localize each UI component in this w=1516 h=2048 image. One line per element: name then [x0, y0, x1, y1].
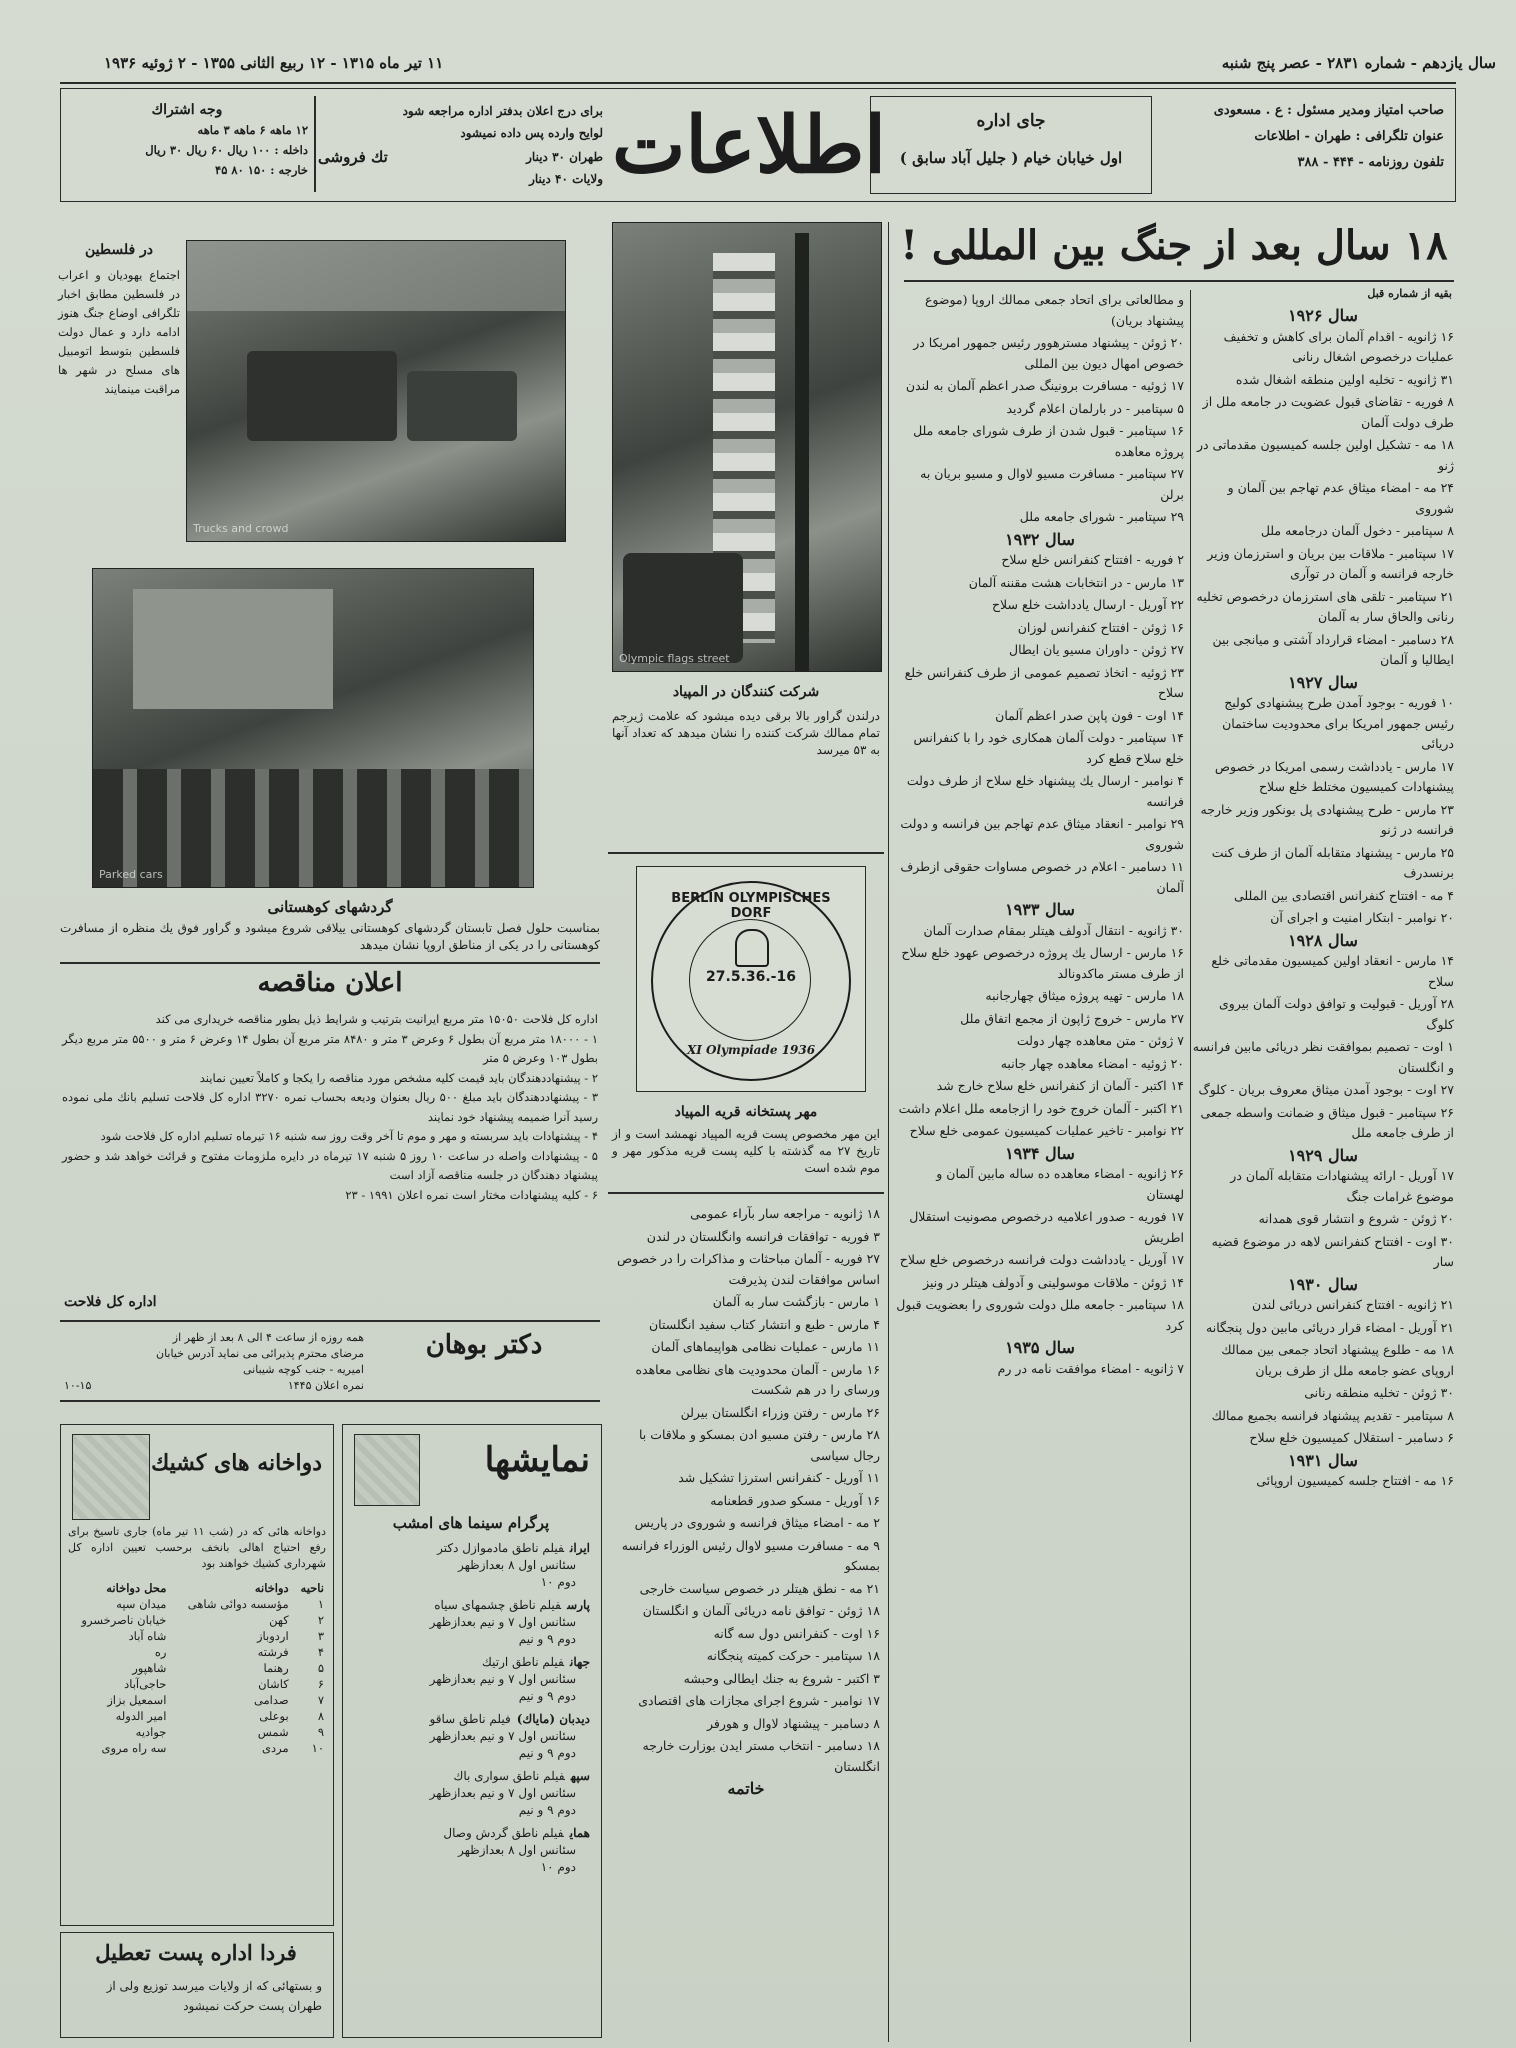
cinema-list: [352, 1540, 590, 1882]
timeline-entry: ۴ نوامبر - ارسال یك پیشنهاد خلع سلاح از طرف دولت فرانسه: [906, 773, 1184, 809]
theatre-film: فیلم ناطق ساقو: [429, 1712, 511, 1726]
theatre-name: ایران: [570, 1541, 590, 1555]
parked-cars-photo: [92, 568, 534, 888]
tender-line: ۶ - کلیه پیشنهادات مختار است نمره اعلان ۱۹۹۱ - ۲۳: [345, 1187, 598, 1202]
timeline-entry: ۲۰ نوامبر - ابتکار امنیت و اجرای آن: [1270, 910, 1454, 925]
table-cell: شمس: [257, 1725, 289, 1739]
timeline-entry: ۳۰ ژانویه - انتقال آدولف هیتلر بمقام صدارت آلمان: [923, 922, 1184, 938]
stamp-date: 27.5.36.-16: [706, 969, 796, 985]
theatre-film: فیلم ناطق چشمهای سیاه: [434, 1598, 562, 1612]
theatre-film: فیلم ناطق مادموازل دکتر: [437, 1541, 565, 1555]
subscription-head: ۱۲ ماهه ۶ ماهه ۳ ماهه: [197, 123, 308, 137]
timeline-entry: ۱۸ مارس - تهیه پروژه میثاق چهارجانبه: [985, 988, 1184, 1003]
timeline-entry: ۲۳ ژوئیه - اتخاذ تصمیم عمومی از طرف کنفرانس خلع سلاح: [904, 664, 1184, 700]
timeline-entry: ۲۹ نوامبر - انعقاد میثاق عدم تهاجم بین فرانسه و دولت شوروی: [900, 816, 1184, 852]
tender-line: ۱ - ۱۸۰۰۰ متر مربع آن بطول ۶ وعرض ۳ متر و ۸۴۸۰ متر مربع آن بطول ۱۴ وعرض ۶ متر و ۵۵۰۰ متر مربع دیگر بطول ۱۰۳ وعرض ۵ متر: [62, 1031, 598, 1065]
pharmacy-col-pharmacy: دواخانه: [254, 1581, 289, 1595]
showtime: دوم ۹ و نیم: [518, 1746, 576, 1760]
timeline-entry: ۲۰ ژوئن - شروع و انتشار قوی همدانه: [1258, 1211, 1454, 1226]
showtime: دوم ۹ و نیم: [518, 1632, 576, 1646]
timeline-entry: ۶ دسامبر - استقلال کمیسیون خلع سلاح: [1249, 1430, 1454, 1445]
doctor-name: دکتر بوهان: [425, 1330, 543, 1360]
timeline-entry: ۲۳ مارس - طرح پیشنهادی پل بونکور وزیر خارجه فرانسه در ژنو: [1200, 801, 1454, 837]
timeline-entry: ۲۶ مارس - رفتن وزراء انگلستان بیرلن: [680, 1404, 880, 1420]
table-cell: کاشان: [258, 1677, 289, 1691]
year-heading: سال ۱۹۳۵: [1005, 1338, 1075, 1357]
showtime: دوم ۹ و نیم: [518, 1689, 576, 1703]
timeline-entry: ۱۸ ژوئن - توافق نامه دریائی آلمان و انگلستان: [642, 1603, 880, 1618]
post-notice-text: و بستهائی که از ولایات میرسد توزیع ولی از طهران پست حرکت نمیشود: [106, 1979, 322, 2013]
timeline-entry: ۱۴ مارس - انعقاد اولین کمیسیون مقدماتی خلع سلاح: [1211, 953, 1454, 989]
ad-info: [318, 100, 603, 190]
year-heading: سال ۱۹۳۳: [1005, 900, 1075, 919]
main-headline: ۱۸ سال بعد از جنگ بین المللی !: [900, 222, 1448, 269]
pharmacy-intro: دواخانه هائی که در (شب ۱۱ تیر ماه) جاری تاسیخ برای رفع احتیاج اهالی بانخف برحسب تعیین اداره کل شهرداری کشیك خواهند بود: [68, 1525, 326, 1570]
showtime: سئانس اول ۸ بعدازظهر: [458, 1558, 576, 1572]
timeline-entry: ۳۱ ژانویه - تخلیه اولین منطقه اشغال شده: [1235, 371, 1454, 387]
timeline-entry: ۱۱ مارس - عملیات نظامی هواپیماهای آلمان: [651, 1339, 880, 1354]
stamp-frame: [636, 866, 866, 1092]
timeline-entry: ۲۴ مه - امضاء میثاق عدم تهاجم بین آلمان و شوروی: [1227, 480, 1454, 516]
timeline-entry: ۲۸ دسامبر - امضاء قرارداد آشتی و میانجی بین ایطالیا و آلمان: [1212, 631, 1454, 667]
top-rule: [60, 82, 1456, 84]
timeline-entry: ۱۴ سپتامبر - دولت آلمان همکاری خود را با کنفرانس خلع سلاح قطع کرد: [913, 730, 1184, 766]
table-cell: ۵: [317, 1661, 324, 1675]
table-row: [66, 1692, 328, 1708]
timeline-entry: ۵ سپتامبر - در بارلمان اعلام گردید: [1006, 400, 1184, 416]
mountain-text: بمناسبت حلول فصل تابستان گردشهای کوهستانی ییلاقی شروع میشود و گراور فوق یك منظره از مسافرت کوهستانی را در یکی از مناطق اروپا نشان میدهد: [60, 921, 600, 952]
table-row: [66, 1708, 328, 1724]
timeline-entry: ۲۸ مارس - رفتن مسیو ادن بمسکو و ملاقات با رجال سیاسی: [638, 1427, 880, 1463]
timeline-entry: ۱۶ مه - افتتاح جلسه کمیسیون اروپائی: [1256, 1473, 1454, 1488]
year-heading: سال ۱۹۲۸: [1288, 930, 1358, 950]
tender-line: ۲ - پیشنهاددهندگان باید قیمت کلیه مشخص مورد مناقصه را یکجا و کاملاً تعیین نمایند: [199, 1070, 598, 1085]
olympic-stamp: [651, 881, 851, 1081]
olympic-caption-title: شرکت کنندگان در المپیاد: [672, 684, 820, 700]
timeline-entry: ۱۷ آوریل - یادداشت دولت فرانسه درخصوص خلع سلاح: [899, 1252, 1184, 1267]
table-row: [66, 1596, 328, 1612]
article-end: خاتمه: [727, 1779, 765, 1798]
doctor-ad-number-2: ۱۰-۱۵: [64, 1379, 92, 1392]
telegraph-line: عنوان تلگرافی : طهران - اطلاعات: [1254, 129, 1444, 144]
showtime: سئانس اول ۷ و نیم بعدازظهر: [429, 1786, 576, 1800]
photo-label-cars: Parked cars: [99, 868, 163, 881]
timeline-entry: ۲۲ آوریل - ارسال یادداشت خلع سلاح: [991, 597, 1184, 612]
year-heading: سال ۱۹۳۰: [1288, 1274, 1358, 1294]
table-cell: رهنما: [263, 1661, 289, 1675]
cinema-entry: [352, 1540, 590, 1591]
stamp-caption-title: مهر پستخانه قریه المپیاد: [674, 1104, 818, 1120]
subscription-box: [66, 100, 308, 180]
column-rule-1: [1190, 290, 1191, 2042]
timeline-entry: ۱۸ سپتامبر - حرکت کمیته پنجگانه: [706, 1648, 880, 1663]
table-cell: ۷: [317, 1693, 324, 1707]
pharmacy-header-row: [66, 1580, 328, 1596]
table-cell: سه راه مروی: [101, 1741, 167, 1755]
table-cell: اسمعیل بزاز: [107, 1693, 167, 1707]
timeline-entry: ۲۱ ژانویه - افتتاح کنفرانس دریائی لندن: [1252, 1297, 1454, 1312]
cinema-theatre: [352, 1597, 590, 1614]
phones-line: تلفون روزنامه - ۴۴۴ - ۳۸۸: [1297, 155, 1444, 170]
timeline-entry: ۱۸ سپتامبر - جامعه ملل دولت شوروی را بعضویت قبول کرد: [896, 1297, 1184, 1333]
timeline-entry: ۱۷ فوریه - صدور اعلامیه درخصوص مصونیت استقلال اطریش: [909, 1209, 1184, 1245]
timeline-entry: ۱۶ ژوئن - افتتاح کنفرانس لوزان: [1017, 619, 1184, 635]
office-address: اول خیابان خیام ( جلیل آباد سابق ): [899, 149, 1123, 167]
timeline-entry: ۲۶ ژانویه - امضاء معاهده ده ساله مابین آلمان و لهستان: [936, 1166, 1184, 1202]
timeline-entry: ۲۶ سپتامبر - قبول میثاق و ضمانت واسطه جمعی از طرف جامعه ملل: [1200, 1104, 1454, 1140]
table-cell: اردوباز: [257, 1629, 289, 1643]
timeline-entry: ۲۱ آوریل - امضاء قرار دریائی مابین دول پنجگانه: [1206, 1319, 1454, 1335]
timeline-entry: ۱۸ مه - طلوع پیشنهاد اتحاد جمعی بین ممالك اروپای عضو جامعه ملل از طرف بریان: [1221, 1342, 1454, 1378]
mountain-rule: [60, 962, 600, 964]
pharmacy-table: [66, 1580, 328, 1756]
cinema-theatre: [352, 1540, 590, 1557]
table-cell: ره: [154, 1645, 167, 1659]
timeline-entry: ۲۷ مارس - خروج ژاپون از مجمع اتفاق ملل: [960, 1010, 1184, 1026]
timeline-entry: ۲۰ ژوئن - پیشنهاد مسترهوور رئیس جمهور امریکا در خصوص امهال دیون بین المللی: [913, 335, 1184, 371]
timeline-entry: ۸ سپتامبر - تقدیم پیشنهاد فرانسه بجمیع ممالك: [1211, 1407, 1454, 1423]
theatre-film: فیلم ناطق گردش وصال: [443, 1826, 564, 1840]
column-rule-2: [888, 222, 889, 2042]
timeline-entry: ۲۱ اکتبر - آلمان خروج خود را ازجامعه ملل اعلام داشت: [898, 1100, 1184, 1116]
subscription-title: وجه اشتراك: [151, 102, 223, 118]
timeline-entry: ۱۶ آوریل - مسکو صدور قطعنامه: [710, 1492, 880, 1508]
pharmacy-title: دواخانه های کشیك: [151, 1450, 322, 1476]
table-cell: میدان سپه: [116, 1597, 167, 1611]
year-heading: سال ۱۹۲۶: [1288, 306, 1358, 325]
timeline-entry: ۱۷ سپتامبر - ملاقات بین بریان و استرزمان وزیر خارجه فرانسه و آلمان در توآری: [1207, 545, 1454, 581]
table-cell: بوعلی: [259, 1709, 289, 1723]
owner-line: صاحب امتیاز ومدیر مسئول : ع . مسعودی: [1213, 103, 1444, 118]
timeline-entry: ۷ ژوئن - متن معاهده چهار دولت: [1016, 1033, 1184, 1048]
table-cell: ۲: [317, 1613, 324, 1627]
showtime: دوم ۱۰: [540, 1575, 576, 1589]
pharmacy-col-location: محل دواخانه: [106, 1581, 167, 1595]
table-cell: ۶: [317, 1677, 324, 1691]
single-sale: تك فروشی: [318, 148, 388, 166]
timeline-entry: ۱۳ مارس - در انتخابات هشت مقننه آلمان: [968, 574, 1184, 590]
timeline-entry: ۲۸ آوریل - قبولیت و توافق دولت آلمان بیروی کلوگ: [1219, 996, 1454, 1032]
tender-body: [62, 1010, 598, 1205]
timeline-entry: ۱۰ فوریه - بوجود آمدن طرح پیشنهادی کولیج رئیس جمهور امریکا برای محدودیت ساختمان دریائی: [1222, 695, 1454, 751]
ad-note-2: لوایح وارده پس داده نمیشود: [460, 126, 603, 140]
bell-icon: [735, 929, 769, 967]
table-cell: ۱۰: [311, 1741, 324, 1755]
year-heading: سال ۱۹۲۹: [1288, 1145, 1358, 1165]
mountain-title: گردشهای کوهستانی: [267, 898, 393, 916]
photo-label-olympic: Olympic flags street: [619, 652, 730, 665]
timeline-entry: ۲ مه - امضاء میثاق فرانسه و شوروی در پاریس: [634, 1515, 880, 1530]
showtime: سئانس اول ۷ و نیم بعدازظهر: [429, 1615, 576, 1629]
cinema-entry: [352, 1711, 590, 1762]
timeline-entry: ۳۰ اوت - افتتاح کنفرانس لاهه در موضوع قضیه سار: [1211, 1233, 1454, 1269]
table-row: [66, 1644, 328, 1660]
timeline-entry: ۱۶ سپتامبر - قبول شدن از طرف شورای جامعه ملل پروژه معاهده: [913, 423, 1184, 459]
tender-line: ۳ - پیشنهاددهندگان باید مبلغ ۵۰۰ ریال بعنوان ودیعه بحساب نمره ۳۲۷۰ اداره کل فلاحت تسلیم بانك ملی نموده رسید آنرا ضمیمه پیشنهاد خود نمایند: [62, 1090, 599, 1124]
timeline-entry: ۸ سپتامبر - دخول آلمان درجامعه ملل: [1260, 523, 1454, 538]
table-row: [66, 1612, 328, 1628]
timeline-entry: ۱۷ مارس - یادداشت رسمی امریکا در خصوص پیشنهادات کمیسیون مختلط خلع سلاح: [1214, 758, 1454, 794]
timeline-entry: ۲۷ اوت - بوجود آمدن میثاق معروف بریان - کلوگ: [1198, 1082, 1454, 1097]
timeline-entry: ۲۰ ژوئیه - امضاء معاهده چهار جانبه: [1000, 1055, 1184, 1071]
cinema-theatre: [352, 1654, 590, 1671]
olympic-caption: درلندن گراور بالا برقی دیده میشود که علامت ژیرجم تمام ممالك شرکت کننده را نشان میدهد که تعداد آنها به ۵۳ میرسد: [612, 709, 880, 757]
table-cell: جوادیه: [135, 1725, 167, 1739]
timeline-entry: ۱۶ اوت - کنفرانس دول سه گانه: [713, 1625, 880, 1641]
theatre-film: فیلم ناطق ارتیك: [482, 1655, 565, 1669]
timeline-entry: ۱۷ آوریل - ارائه پیشنهادات متقابله آلمان در موضوع غرامات جنگ: [1230, 1168, 1454, 1204]
timeline-entry: ۳ اکتبر - شروع به جنك ایطالی وحبشه: [683, 1670, 880, 1686]
palestine-title: در فلسطین: [84, 242, 154, 258]
price-provinces: ولایات ۴۰ دینار: [529, 172, 603, 186]
theatre-name: دیدبان (مایاك): [516, 1712, 590, 1726]
timeline-entry: ۱۶ مارس - آلمان محدودیت های نظامی معاهده ورسای را در هم شکست: [635, 1361, 880, 1397]
table-cell: مردی: [262, 1741, 289, 1755]
stamp-caption: این مهر مخصوص پست قریه المپیاد نهمشد است و از تاریخ ۲۷ مه گذشته با کلیه پست قریه مذکور مهر و موم شده است: [612, 1127, 880, 1175]
olympic-flags-photo: [612, 222, 882, 672]
projector-icon: [354, 1434, 420, 1506]
showtime: سئانس اول ۷ و نیم بعدازظهر: [429, 1672, 576, 1686]
timeline-entry: و مطالعاتی برای اتحاد جمعی ممالك اروپا (موضوع پیشنهاد بریان): [924, 292, 1184, 328]
price-tehran: طهران ۳۰ دینار: [526, 150, 603, 164]
palestine-text: اجتماع یهودیان و اعراب در فلسطین مطابق اخبار تلگرافی اوضاع جنگ هنوز ادامه دارد و عمال دولت فلسطین بتوسط اتومبیل های مسلح در شهر ها مراقبت مینمایند: [58, 268, 180, 396]
timeline-entry: ۲۲ نوامبر - تاخیر عملیات کمیسیون عمومی خلع سلاح: [909, 1123, 1184, 1138]
timeline-entry: ۳ فوریه - توافقات فرانسه وانگلستان در لندن: [646, 1228, 880, 1244]
timeline-entry: ۱۴ اوت - فون پاپن صدر اعظم آلمان: [995, 707, 1184, 723]
timeline-entry: ۱۶ ژانویه - اقدام آلمان برای کاهش و تخفیف عملیات درخصوص اشغال رنانی: [1223, 328, 1454, 364]
timeline-entry: ۷ ژانویه - امضاء موافقت نامه در رم: [997, 1360, 1184, 1376]
ad-note-1: برای درج اعلان بدفتر اداره مراجعه شود: [402, 104, 603, 118]
post-notice-title: فردا اداره پست تعطیل: [95, 1940, 297, 1965]
timeline-entry: ۲۹ سپتامبر - شورای جامعه ملل: [1019, 509, 1184, 524]
tender-line: ۵ - پیشنهادات واصله در ساعت ۱۰ روز ۵ شنبه ۱۷ تیرماه در دایره ملزومات مفتوح و قرائت خواهد شد و حضور پیشنهاد دهندگان در جلسه مناقصه آزاد است: [62, 1148, 598, 1182]
article-column-middle: [896, 290, 1184, 2042]
year-heading: سال ۱۹۳۱: [1288, 1450, 1358, 1470]
table-cell: ۸: [317, 1709, 324, 1723]
olympic-rule: [608, 852, 884, 854]
tender-line: ۴ - پیشنهادات باید سربسته و مهر و موم تا آخر وقت روز سه شنبه ۱۶ تیرماه تسلیم اداره کل فلاحت شود: [100, 1129, 598, 1143]
timeline-entry: ۱۴ ژوئن - ملاقات موسولینی و آدولف هیتلر در ونیز: [923, 1274, 1184, 1290]
timeline-entry: ۱۶ مارس - ارسال یك پروژه درخصوص عهود خلع سلاح از طرف مستر ماکدونالد: [901, 945, 1184, 981]
issue-line: سال یازدهم - شماره ۲۸۳۱ - عصر پنج شنبه: [1221, 54, 1496, 72]
table-row: [66, 1660, 328, 1676]
pharmacy-col-district: ناحیه: [300, 1581, 324, 1595]
timeline-entry: ۱۴ اکتبر - آلمان از کنفرانس خلع سلاح خارج شد: [936, 1078, 1184, 1093]
cinema-entry: [352, 1597, 590, 1648]
subscription-domestic: داخله : ۱۰۰ ریال ۶۰ ریال ۳۰ ریال: [145, 143, 308, 157]
table-cell: حاجی‌آباد: [124, 1677, 167, 1691]
article-column-right: [1192, 306, 1454, 2042]
table-cell: کهن: [269, 1613, 289, 1627]
timeline-entry: ۲۷ سپتامبر - مسافرت مسیو لاوال و مسیو بریان به برلن: [920, 466, 1184, 502]
table-cell: شاه آباد: [128, 1629, 167, 1643]
showtime: دوم ۱۰: [540, 1860, 576, 1874]
table-cell: فرشته: [257, 1645, 289, 1659]
table-cell: ۹: [317, 1725, 324, 1739]
doctor-text: همه روزه از ساعت ۴ الی ۸ بعد از ظهر از مرضای محترم پذیرائی می نماید آدرس خیابان امیریه - جنب کوچه شیبانی: [155, 1331, 364, 1376]
timeline-entry: ۸ دسامبر - پیشنهاد لاوال و هورفر: [706, 1715, 880, 1731]
timeline-entry: ۱۸ مه - تشکیل اولین جلسه کمیسیون مقدماتی در ژنو: [1196, 437, 1454, 473]
year-heading: سال ۱۹۳۲: [1005, 529, 1075, 549]
tender-signature: اداره کل فلاحت: [64, 1294, 157, 1310]
stamp-rule: [608, 1192, 884, 1194]
showtime: سئانس اول ۷ و نیم بعدازظهر: [429, 1729, 576, 1743]
cinema-theatre: [352, 1711, 590, 1728]
cinema-entry: [352, 1768, 590, 1819]
timeline-entry: ۲۱ مه - نطق هیتلر در خصوص سیاست خارجی: [639, 1580, 880, 1596]
headline-rule: [904, 280, 1454, 282]
theatre-film: فیلم ناطق سواری باك: [453, 1769, 565, 1783]
cinema-program-title: پرگرام سینما های امشب: [392, 1514, 550, 1532]
table-row: [66, 1628, 328, 1644]
timeline-entry: ۱۸ ژانویه - مراجعه سار بآراء عمومی: [690, 1206, 880, 1221]
doctor-rule: [60, 1400, 600, 1402]
masthead-info: [1144, 98, 1444, 176]
date-line: ۱۱ تیر ماه ۱۳۱۵ - ۱۲ ربیع الثانی ۱۳۵۵ - ۲ ژوئیه ۱۹۳۶: [104, 54, 444, 72]
timeline-entry: ۲۵ مارس - پیشنهاد متقابله آلمان از طرف کنت برنسدرف: [1211, 844, 1454, 880]
masthead-title: اطلاعات: [612, 100, 887, 191]
timeline-entry: ۱۱ دسامبر - اعلام در خصوص مساوات حقوقی ازطرف آلمان: [900, 859, 1184, 895]
year-heading: سال ۱۹۳۴: [1005, 1143, 1075, 1163]
stamp-bottom-text: XI Olympiade 1936: [686, 1043, 816, 1057]
showtime: سئانس اول ۸ بعدازظهر: [458, 1843, 576, 1857]
timeline-entry: ۲ فوریه - افتتاح کنفرانس خلع سلاح: [1001, 552, 1184, 567]
timeline-entry: ۳۰ ژوئن - تخلیه منطقه رنانی: [1304, 1385, 1454, 1400]
theatre-name: پارس: [567, 1598, 590, 1612]
table-cell: مؤسسه دوائی شاهی: [187, 1597, 289, 1611]
timeline-entry: ۲۷ ژوئن - داوران مسیو یان ایطال: [1009, 642, 1184, 657]
cinema-entry: [352, 1825, 590, 1876]
timeline-entry: ۱۷ ژوئیه - مسافرت برونینگ صدر اعظم آلمان به لندن: [905, 378, 1184, 393]
masthead-divider: [314, 96, 316, 192]
table-cell: ۳: [317, 1629, 324, 1643]
article-column-left: [612, 1204, 880, 2034]
timeline-entry: ۱۸ دسامبر - انتخاب مستر ایدن بوزارت خارجه انگلستان: [642, 1738, 880, 1774]
timeline-entry: ۸ فوریه - تقاضای قبول عضویت در جامعه ملل از طرف دولت آلمان: [1202, 394, 1454, 430]
table-cell: شاهپور: [132, 1661, 167, 1675]
timeline-entry: ۲۷ فوریه - آلمان مباحثات و مذاکرات را در خصوص اساس موافقات لندن پذیرفت: [616, 1251, 880, 1287]
timeline-entry: ۴ مه - افتتاح کنفرانس اقتصادی بین المللی: [1233, 887, 1454, 903]
timeline-entry: ۲۱ سپتامبر - تلقی های استرزمان درخصوص تخلیه رنانی والحاق سار به آلمان: [1196, 588, 1454, 624]
timeline-entry: ۴ مارس - طبع و انتشار کتاب سفید انگلستان: [649, 1316, 880, 1332]
table-cell: امیر الدوله: [115, 1709, 167, 1723]
table-cell: خیابان ناصرخسرو: [81, 1613, 167, 1627]
timeline-entry: ۱ مارس - بازگشت سار به آلمان: [712, 1294, 880, 1309]
doctor-ad-number: نمره اعلان ۱۴۴۵: [287, 1379, 364, 1392]
tender-line: اداره کل فلاحت ۱۵۰۵۰ متر مربع ایرانیت بترتیب و شرایط ذیل بطور مناقصه خریداری می کند: [155, 1012, 598, 1026]
timeline-entry: ۱ اوت - تصمیم بموافقت نظر دریائی مابین فرانسه و انگلستان: [1192, 1039, 1454, 1075]
cinema-theatre: [352, 1768, 590, 1785]
table-cell: ۱: [317, 1597, 324, 1611]
cinema-title: نمایشها: [484, 1440, 590, 1480]
cinema-theatre: [352, 1825, 590, 1842]
showtime: دوم ۹ و نیم: [518, 1803, 576, 1817]
photo-label-trucks: Trucks and crowd: [193, 522, 289, 535]
table-cell: صدامی: [253, 1693, 289, 1707]
subscription-foreign: خارجه : ۱۵۰ ۸۰ ۴۵: [215, 163, 308, 177]
theatre-name: جهان: [570, 1655, 590, 1669]
timeline-entry: ۱۷ نوامبر - شروع اجرای مجازات های اقتصادی: [638, 1693, 880, 1708]
theatre-name: سپه: [570, 1769, 590, 1783]
tender-rule: [60, 1320, 600, 1322]
office-box: [870, 96, 1152, 194]
year-heading: سال ۱۹۲۷: [1288, 672, 1358, 692]
timeline-entry: ۹ مه - مسافرت مسیو لاوال رئیس الوزراء فرانسه بمسکو: [621, 1537, 880, 1573]
timeline-entry: ۱۱ آوریل - کنفرانس استرزا تشکیل شد: [678, 1470, 880, 1485]
trucks-photo: [186, 240, 566, 542]
stamp-ring-text: BERLIN OLYMPISCHES DORF: [671, 891, 831, 921]
cinema-entry: [352, 1654, 590, 1705]
pharmacist-icon: [72, 1434, 150, 1520]
table-row: [66, 1724, 328, 1740]
tender-title: اعلان مناقصه: [257, 968, 403, 998]
table-row: [66, 1740, 328, 1756]
theatre-name: همای: [569, 1826, 590, 1840]
table-cell: ۴: [317, 1645, 324, 1659]
table-row: [66, 1676, 328, 1692]
continued-note: بقیه از شماره قبل: [1367, 287, 1452, 300]
office-label: جای اداره: [976, 111, 1046, 131]
